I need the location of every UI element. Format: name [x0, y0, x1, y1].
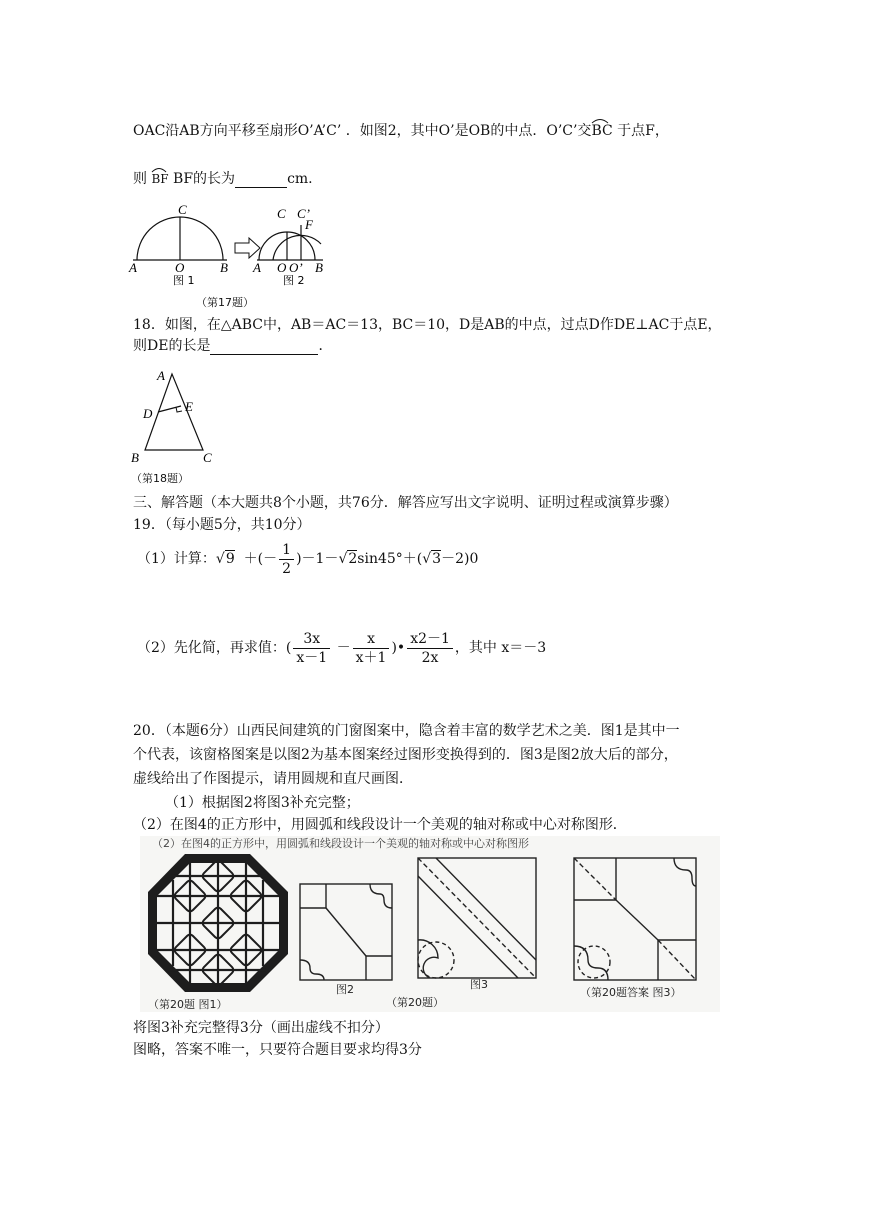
q17-figure [125, 200, 345, 296]
arc-bf-label: BF [151, 172, 168, 186]
q20-line3: 虚线给出了作图提示，请用圆规和直尺画图． [133, 771, 413, 787]
window-lattice-figure [148, 854, 288, 992]
q18-label-a: A [157, 368, 165, 383]
q19-p1-a: ＋(－ [243, 551, 278, 567]
q17-line2-mid: BF的长为 [168, 171, 236, 187]
fig2-label-b: B [315, 260, 323, 275]
fig2-label-o-prime: O’ [289, 260, 303, 275]
q18-label-b: B [131, 450, 139, 465]
fig1-label-o: O [175, 260, 185, 275]
fig2-label-f: F [305, 217, 313, 232]
q19-p2-dot: )• [391, 640, 406, 656]
fig2-caption: 图 2 [283, 274, 305, 287]
q17-line2 [133, 170, 313, 188]
section3-heading: 三、解答题（本大题共8个小题，共76分．解答应写出文字说明、证明过程或演算步骤） [133, 495, 678, 511]
q17-line1-end: 于点F， [612, 123, 669, 139]
q19-title: 19．（每小题5分，共10分） [133, 517, 311, 533]
right-angle-mark [176, 407, 182, 412]
q20-answer2: 图略，答案不唯一，只要符合题目要求均得3分 [133, 1042, 422, 1058]
q18-caption: （第18题） [131, 472, 189, 485]
fig2-label-c-prime: C’ [297, 206, 310, 221]
q20-img-top-text: （2）在图4的正方形中，用圆弧和线段设计一个美观的轴对称或中心对称图形 [152, 837, 529, 850]
q19-part2 [137, 628, 546, 668]
sqrt-2: 2 [348, 551, 358, 567]
q18-line1: 18．如图，在△ABC中，AB＝AC＝13，BC＝10，D是AB的中点，过点D作DE⊥AC于点E， [133, 317, 722, 333]
q18-line2-text: 则DE的长是 [133, 338, 211, 354]
q18-label-c: C [203, 450, 212, 465]
fig1-label-b: B [220, 260, 228, 275]
q20-figure-strip [140, 836, 720, 1012]
translate-arrow-icon [235, 238, 260, 258]
fig2-label-c: C [277, 206, 286, 221]
q20-img-mid-caption: （第20题） [386, 996, 444, 1009]
q18-label-e: E [185, 399, 193, 414]
q17-line2-pre: 则 [133, 171, 152, 187]
q20-img-ans-caption: （第20题答案 图3） [580, 986, 682, 999]
q19-p2-label: （2）先化简，再求值：( [137, 640, 292, 656]
fig2-label-o: O [277, 260, 287, 275]
q20-line5: （2）在图4的正方形中，用圆弧和线段设计一个美观的轴对称或中心对称图形． [133, 817, 627, 833]
q20-line4: （1）根据图2将图3补充完整； [165, 795, 360, 811]
fig1-caption: 图 1 [173, 274, 195, 287]
q18-figure [125, 366, 245, 466]
q17-line1 [133, 122, 669, 140]
q20-line2: 个代表，该窗格图案是以图2为基本图案经过图形变换得到的．图3是图2放大后的部分， [133, 747, 678, 763]
q20-img-fig2-caption: 图2 [336, 983, 354, 996]
fig2-shifted-arc [273, 235, 321, 260]
arc-bc-label: BC [591, 123, 612, 139]
q17-line1-text: OAC沿AB方向平移至扇形O’A’C’ ．如图2，其中O’是OB的中点．O’C’交 [133, 123, 592, 139]
q20-answer1: 将图3补充完整得3分（画出虚线不扣分） [133, 1020, 389, 1036]
q17-caption: （第17题） [196, 296, 254, 309]
sqrt-9: 9 [225, 551, 235, 567]
triangle-abc [145, 374, 203, 450]
fraction-x2-1-over-2x: $\frac{x2-1}{2x}$ [407, 630, 453, 667]
q20-img-fig3-caption: 图3 [470, 978, 488, 991]
sqrt-3: 3 [432, 551, 442, 567]
q18-label-d: D [143, 406, 153, 421]
q18-answer-blank[interactable] [210, 340, 318, 355]
fig2-label-a: A [253, 260, 261, 275]
q17-line2-end: cm. [287, 171, 313, 187]
q19-p1-c: sin45°＋( [357, 551, 423, 567]
fig1-label-c: C [178, 202, 187, 217]
arc-mark-icon [591, 118, 609, 124]
q19-p2-minus: － [336, 640, 351, 656]
q19-part1: （1）计算：√9 ＋(－ $\frac{1}{2}$ )－1－√2sin45°＋(√3－2)0 [137, 541, 479, 577]
q19-p1-b: )－1－ [296, 551, 339, 567]
q18-line2 [133, 337, 332, 355]
q17-answer-blank[interactable] [235, 173, 287, 188]
q20-img-fig1-caption: （第20题 图1） [148, 998, 228, 1011]
fraction-half: $\frac{1}{2}$ [279, 541, 294, 578]
fig1-label-a: A [129, 260, 137, 275]
fraction-3x-over-x-minus-1: $\frac{3x}{x-1}$ [293, 630, 330, 667]
fraction-x-over-x-plus-1: $\frac{x}{x+1}$ [353, 630, 390, 667]
q19-p1-d: －2)0 [441, 551, 479, 567]
q18-line2-end: ． [318, 338, 333, 354]
q19-p1-label: （1）计算： [137, 551, 216, 567]
q20-line1: 20．（本题6分）山西民间建筑的门窗图案中，隐含着丰富的数学艺术之美．图1是其中一 [133, 723, 680, 739]
q19-p2-end: ，其中 x＝－3 [454, 640, 547, 656]
segment-de [158, 406, 181, 412]
arc-mark-icon [151, 167, 167, 173]
